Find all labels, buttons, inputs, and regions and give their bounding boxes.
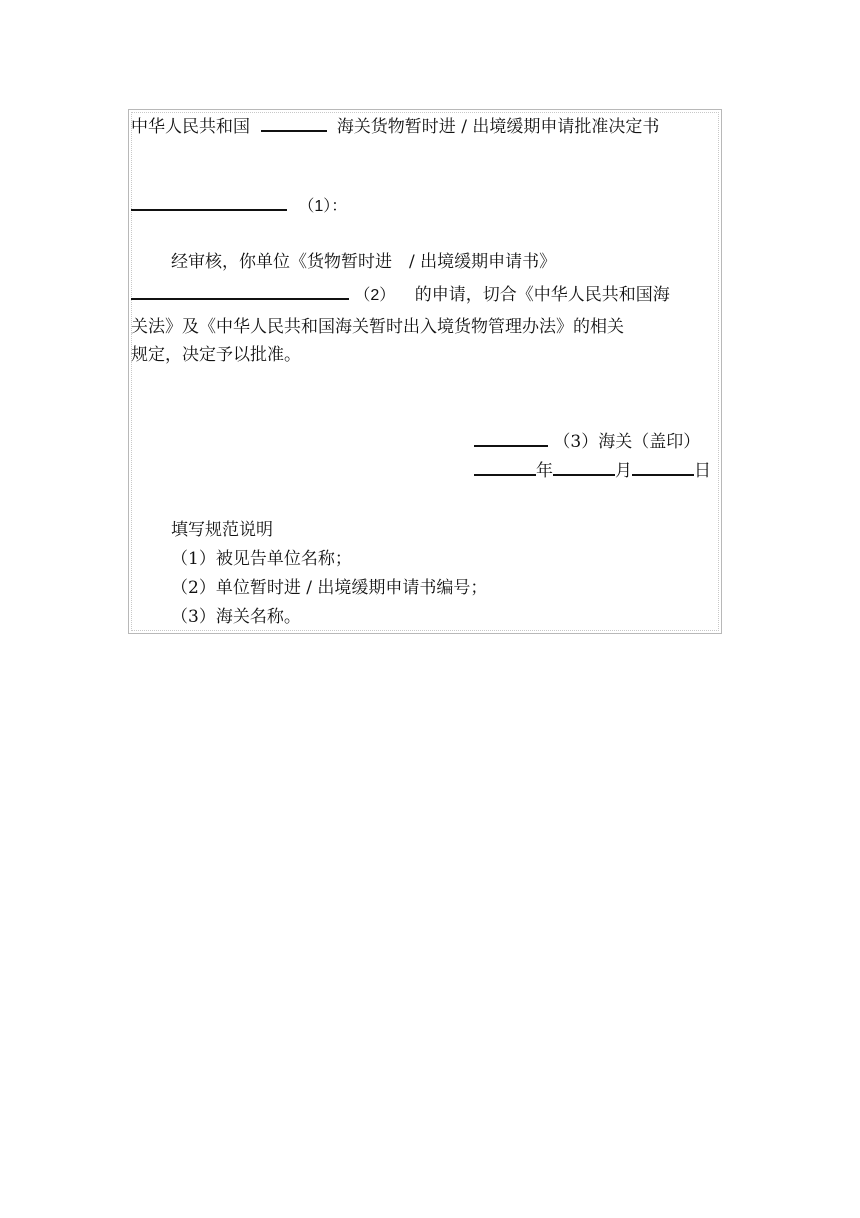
instruction-item: （3）海关名称。: [171, 607, 301, 627]
body-line-2: [131, 282, 670, 307]
document-title: [131, 114, 659, 138]
instruction-item: （2）单位暂时进 / 出境缓期申请书编号；: [171, 578, 488, 598]
application-number-marker: （2）: [354, 287, 396, 304]
instructions-heading: 填写规范说明: [171, 520, 273, 540]
addressee-blank[interactable]: [131, 193, 287, 211]
date-line: [474, 458, 711, 482]
year-blank[interactable]: [474, 458, 536, 476]
title-prefix: 中华人民共和国: [131, 117, 250, 137]
day-blank[interactable]: [632, 458, 694, 476]
month-label: 月: [615, 461, 632, 481]
addressee-line: [131, 193, 347, 218]
customs-seal-line: [474, 429, 700, 453]
addressee-marker: （1）：: [298, 198, 348, 215]
body-line-3: 关法》及《中华人民共和国海关暂时出入境货物管理办法》的相关: [131, 317, 624, 337]
customs-seal-label: （3）海关（盖印）: [553, 432, 701, 452]
customs-name-blank[interactable]: [261, 114, 327, 132]
body-line-2-text: 的申请，切合《中华人民共和国海: [414, 285, 670, 305]
body-line-4: 规定，决定予以批准。: [131, 345, 301, 365]
year-label: 年: [536, 461, 553, 481]
customs-seal-blank[interactable]: [474, 429, 548, 447]
application-number-blank[interactable]: [131, 282, 349, 300]
day-label: 日: [694, 461, 711, 481]
body-line-1: 经审核，你单位《货物暂时进 / 出境缓期申请书》: [171, 252, 557, 272]
instruction-item: （1）被见告单位名称；: [171, 549, 352, 569]
month-blank[interactable]: [553, 458, 615, 476]
title-suffix: 海关货物暂时进 / 出境缓期申请批准决定书: [336, 117, 660, 137]
